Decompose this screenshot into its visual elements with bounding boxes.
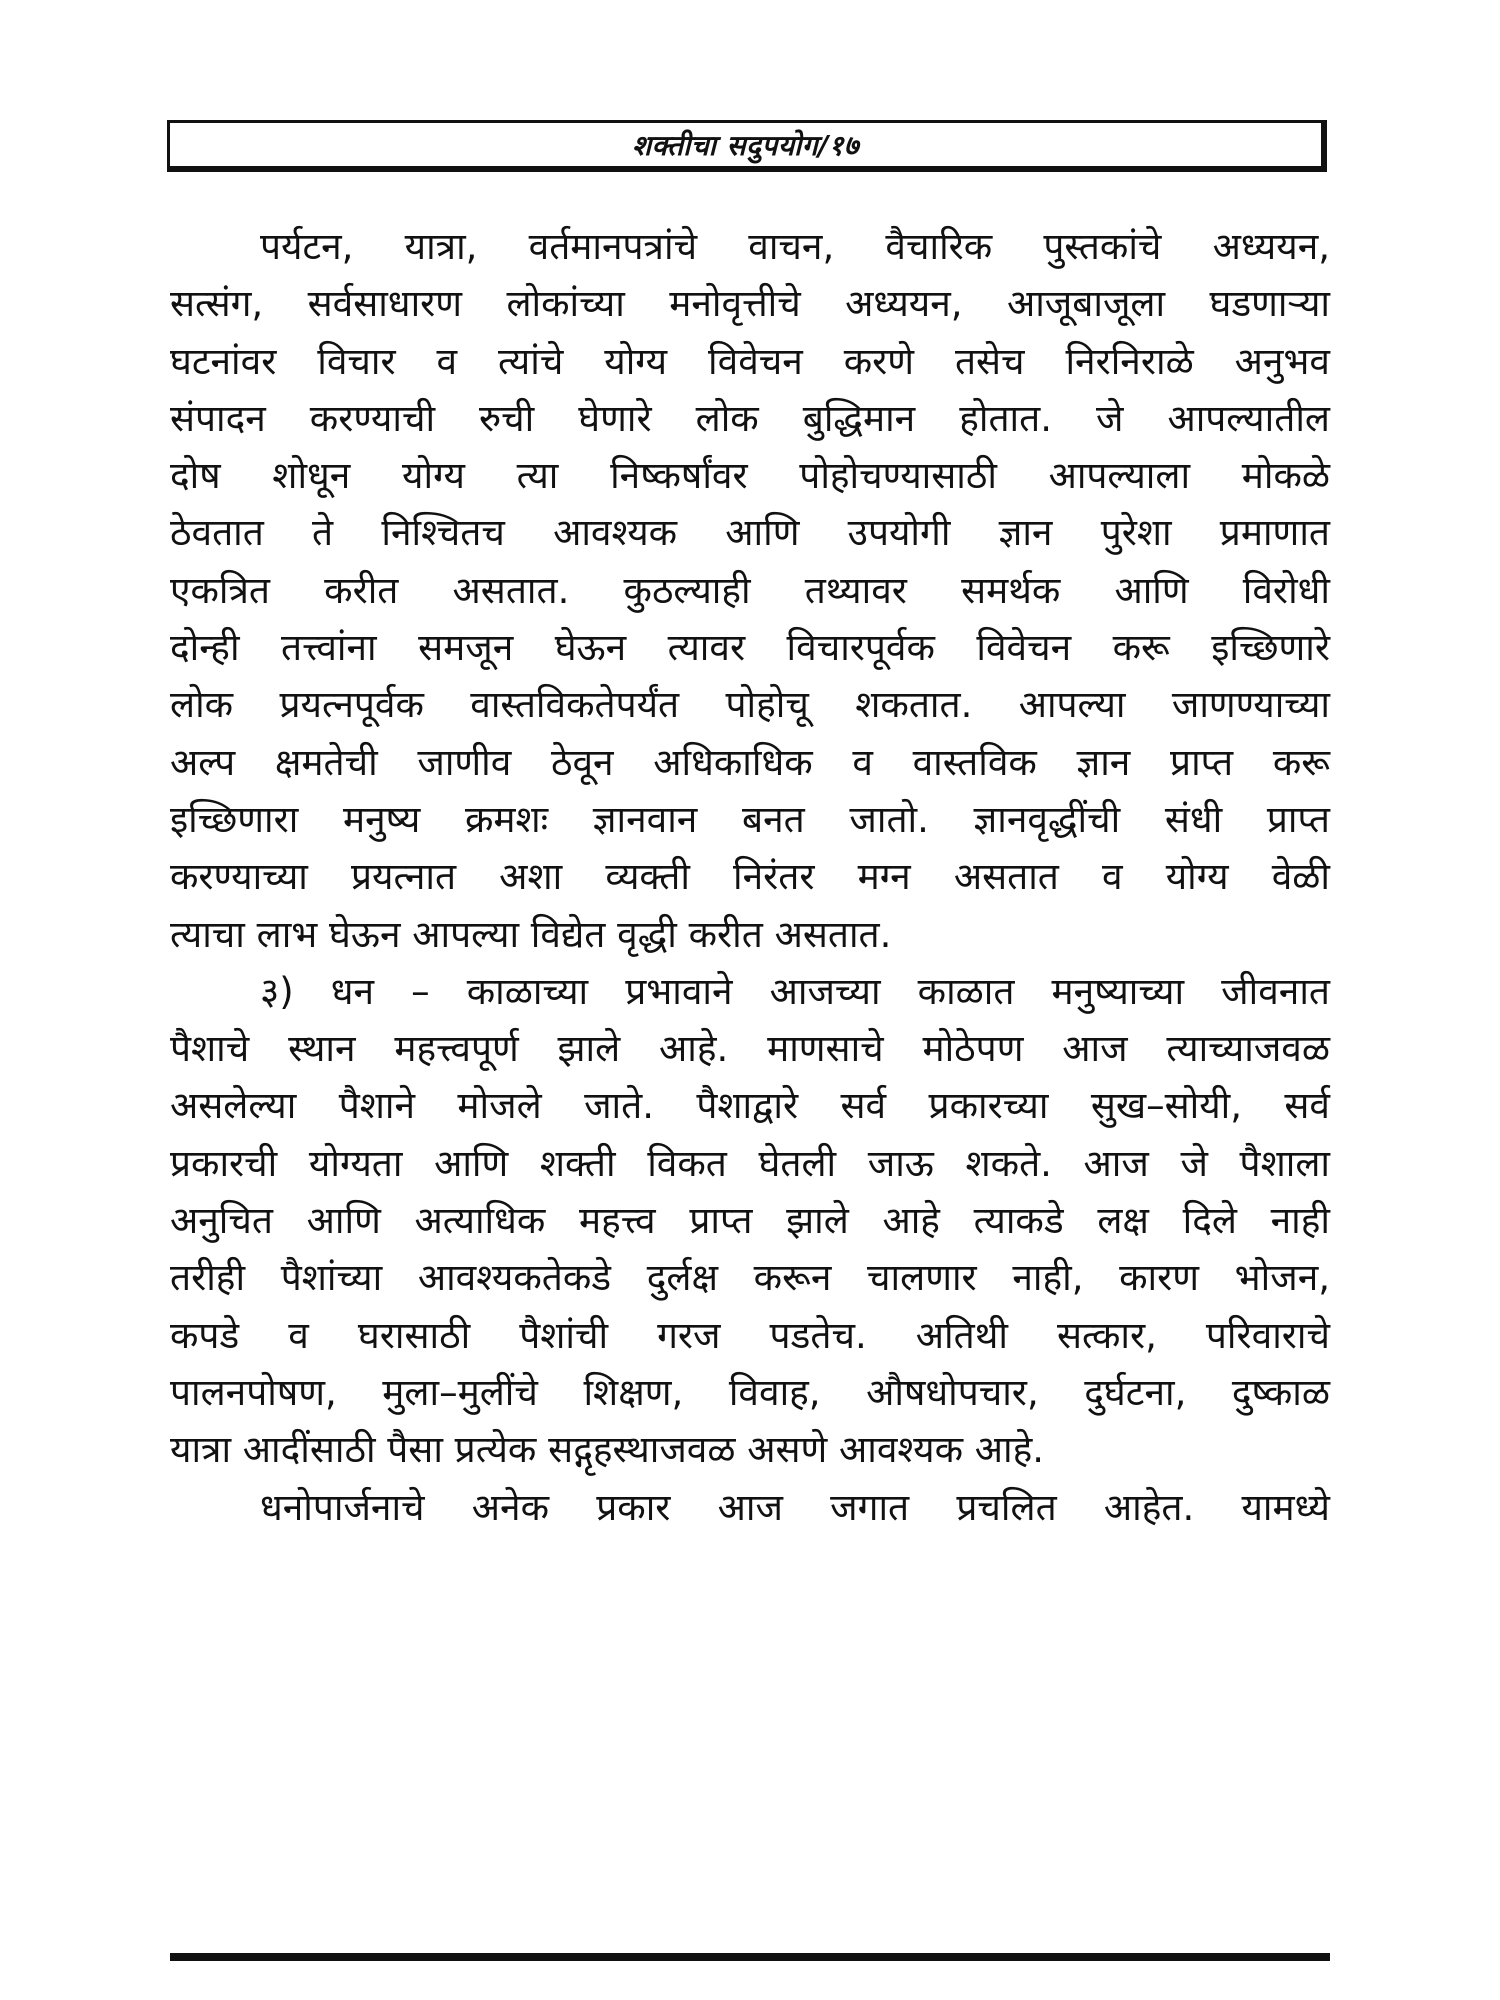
text-line: घटनांवर विचार व त्यांचे योग्य विवेचन करणे तसेच निरनिराळे अनुभव: [170, 339, 1330, 383]
text-line: करण्याच्या प्रयत्नात अशा व्यक्ती निरंतर मग्न असतात व योग्य वेळी: [170, 855, 1330, 899]
text-line: यात्रा आदींसाठी पैसा प्रत्येक सद्गृहस्थाजवळ असणे आवश्यक आहे.: [170, 1428, 1045, 1472]
text-line: ३) धन – काळाच्या प्रभावाने आजच्या काळात मनुष्याच्या जीवनात: [260, 969, 1330, 1013]
footer-rule: [170, 1953, 1330, 1961]
text-line: दोन्ही तत्त्वांना समजून घेऊन त्यावर विचारपूर्वक विवेचन करू इच्छिणारे: [170, 626, 1330, 670]
text-line: त्याचा लाभ घेऊन आपल्या विद्येत वृद्धी करीत असतात.: [170, 912, 892, 956]
text-line: ठेवतात ते निश्चितच आवश्यक आणि उपयोगी ज्ञान पुरेशा प्रमाणात: [170, 511, 1330, 555]
body-text: [170, 218, 1330, 1536]
text-line: दोष शोधून योग्य त्या निष्कर्षांवर पोहोचण्यासाठी आपल्याला मोकळे: [170, 454, 1330, 498]
text-line: अल्प क्षमतेची जाणीव ठेवून अधिकाधिक व वास्तविक ज्ञान प्राप्त करू: [170, 740, 1330, 784]
running-header: [167, 120, 1327, 172]
text-line: पालनपोषण, मुला–मुलींचे शिक्षण, विवाह, औषधोपचार, दुर्घटना, दुष्काळ: [170, 1370, 1330, 1414]
header-title: शक्तीचा सदुपयोग/१७: [632, 128, 859, 162]
text-line: पैशाचे स्थान महत्त्वपूर्ण झाले आहे. माणसाचे मोठेपण आज त्याच्याजवळ: [170, 1027, 1330, 1071]
text-line: प्रकारची योग्यता आणि शक्ती विकत घेतली जाऊ शकते. आज जे पैशाला: [170, 1141, 1330, 1185]
text-line: अनुचित आणि अत्याधिक महत्त्व प्राप्त झाले आहे त्याकडे लक्ष दिले नाही: [170, 1199, 1330, 1243]
text-line: संपादन करण्याची रुची घेणारे लोक बुद्धिमान होतात. जे आपल्यातील: [170, 396, 1330, 440]
text-line: लोक प्रयत्नपूर्वक वास्तविकतेपर्यंत पोहोचू शकतात. आपल्या जाणण्याच्या: [170, 683, 1330, 727]
text-line: धनोपार्जनाचे अनेक प्रकार आज जगात प्रचलित आहेत. यामध्ये: [260, 1485, 1330, 1529]
text-line: असलेल्या पैशाने मोजले जाते. पैशाद्वारे सर्व प्रकारच्या सुख–सोयी, सर्व: [170, 1084, 1330, 1128]
text-line: एकत्रित करीत असतात. कुठल्याही तथ्यावर समर्थक आणि विरोधी: [170, 568, 1330, 612]
text-line: पर्यटन, यात्रा, वर्तमानपत्रांचे वाचन, वैचारिक पुस्तकांचे अध्ययन,: [260, 225, 1330, 268]
text-line: सत्संग, सर्वसाधारण लोकांच्या मनोवृत्तीचे अध्ययन, आजूबाजूला घडणाऱ्या: [170, 282, 1330, 326]
text-line: इच्छिणारा मनुष्य क्रमशः ज्ञानवान बनत जातो. ज्ञानवृद्धींची संधी प्राप्त: [170, 797, 1330, 841]
text-line: तरीही पैशांच्या आवश्यकतेकडे दुर्लक्ष करून चालणार नाही, कारण भोजन,: [170, 1256, 1330, 1300]
text-line: कपडे व घरासाठी पैशांची गरज पडतेच. अतिथी सत्कार, परिवाराचे: [170, 1313, 1330, 1357]
